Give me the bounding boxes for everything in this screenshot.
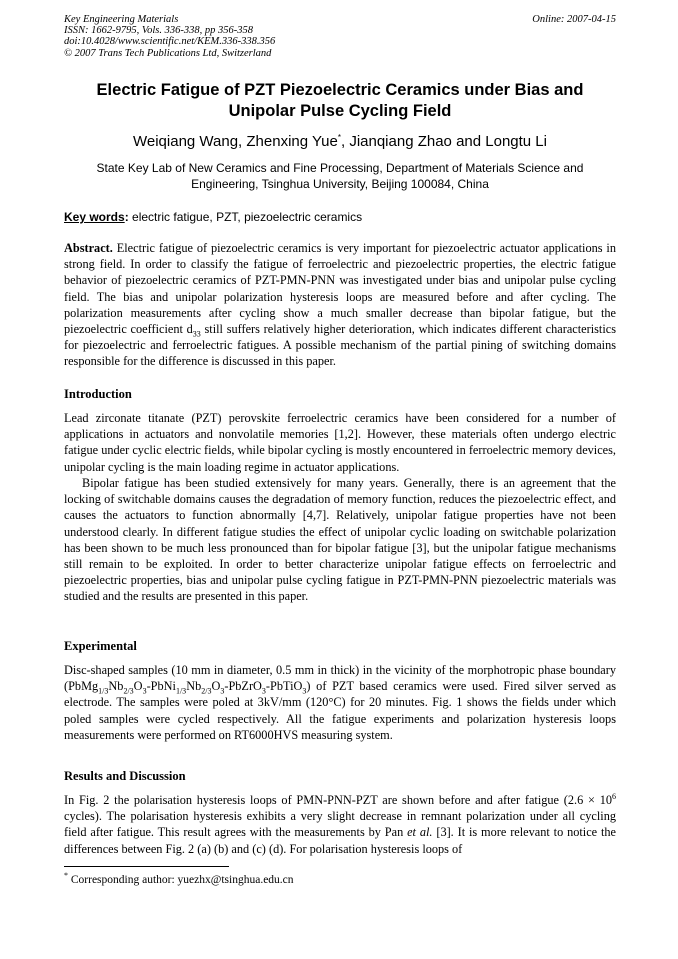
results-heading: Results and Discussion (64, 769, 186, 783)
abstract-label: Abstract. (64, 241, 113, 255)
footnote-mark: * (64, 871, 68, 881)
exp-text: Disc-shaped samples (10 mm in diameter, 0.5 mm in thick) in the vicinity of the morphotropic phase boundary (PbMg (64, 663, 616, 694)
online-date: Online: 2007-04-15 (532, 14, 616, 25)
exp-text: Nb (186, 679, 202, 694)
experimental-paragraph (64, 662, 616, 743)
author-list (64, 133, 616, 150)
exp-sub: 3 (302, 686, 307, 696)
paper-title: Electric Fatigue of PZT Piezoelectric Ceramics under Bias and Unipolar Pulse Cycling Field (96, 81, 584, 120)
page-header (64, 14, 616, 59)
abstract-text-2: still suffers relatively higher deterioration, which indicates different characteristics for piezoelectric and ferroelectric fatigues. A possible mechanism of the partial pining of switching domains responsible for the difference is discussed in this paper. (64, 322, 617, 369)
abstract-paragraph (64, 240, 616, 370)
results-sup: 6 (612, 791, 616, 801)
results-etal: et al. (407, 825, 433, 840)
exp-text: -PbZrO (224, 679, 262, 694)
introduction-paragraph-2: Bipolar fatigue has been studied extensively for many years. Generally, there is an agreement that the locking of switchable domains causes the degradation of memory function, reduces the piezoelectric effect, and causes the actuators to function abnormally [4,7]. Relatively, unipolar fatigue properties have not been understood clearly. In different fatigue studies the effect of unipolar cyclic loading on switchable polarization has been shown to be much less pronounced than for bipolar fatigue [3], but the unipolar fatigue mechanisms still remain to be exploited. In order to better characterize unipolar fatigue effects on ferroelectric and piezoelectric properties, bias and unipolar pulse cycling fatigue in PZT-PMN-PNN piezoelectric materials was studied and the results are presented in this paper. (64, 476, 616, 604)
copyright-line: © 2007 Trans Tech Publications Ltd, Switzerland (64, 47, 272, 59)
exp-text: -PbTiO (265, 679, 303, 694)
journal-name: Key Engineering Materials (64, 14, 179, 25)
corresponding-mark: * (337, 133, 341, 142)
exp-sub: 2/3 (123, 686, 134, 696)
footnote (64, 871, 294, 886)
exp-text: Nb (108, 679, 124, 694)
exp-sub: 2/3 (201, 686, 212, 696)
introduction-heading: Introduction (64, 387, 132, 401)
exp-sub: 3 (261, 686, 266, 696)
keywords-label: Key words (64, 210, 125, 224)
doi-line: doi:10.4028/www.scientific.net/KEM.336-338.356 (64, 36, 276, 48)
keywords-colon: : (124, 210, 129, 224)
exp-sub: 1/3 (98, 686, 109, 696)
footnote-text: Corresponding author: yuezhx@tsinghua.edu.cn (68, 874, 294, 886)
affiliation: State Key Lab of New Ceramics and Fine Processing, Department of Materials Science and Engineering, Tsinghua University, Beijing 100084, China (96, 161, 584, 191)
authors-part1: Weiqiang Wang, Zhenxing Yue (133, 133, 338, 150)
keywords-line (64, 210, 616, 224)
keywords-text: electric fatigue, PZT, piezoelectric ceramics (128, 210, 363, 224)
footnote-divider (64, 866, 229, 867)
exp-sub: 3 (220, 686, 225, 696)
authors-part2: , Jianqiang Zhao and Longtu Li (340, 133, 547, 150)
results-text: In Fig. 2 the polarisation hysteresis loops of PMN-PNN-PZT are shown before and after fatigue (2.6 × 10 (64, 793, 612, 807)
exp-sub: 3 (142, 686, 147, 696)
results-paragraph (64, 792, 616, 857)
results-text: [3]. It is more relevant to notice the differences between Fig. 2 (a) (b) and (c) (d). For polarisation hysteresis loops of (64, 825, 617, 856)
exp-sub: 1/3 (175, 686, 187, 696)
exp-text: O (211, 679, 221, 694)
abstract-text-1: Electric fatigue of piezoelectric ceramics is very important for piezoelectric actuator applications in strong field. In order to classify the fatigue of ferroelectric and piezoelectric properties, the electric fatigue behavior of piezoelectric ceramics of PZT-PMN-PNN was investigated under bias and unipolar pulse cycling field. The bias and unipolar polarization hysteresis loops are measured before and after cycling. The polarization measurements after cycling show a much smaller decrease than bipolar fatigue, but the piezoelectric coefficient d (64, 241, 616, 337)
exp-text: O (133, 679, 143, 694)
abstract-sub: 33 (192, 329, 201, 339)
introduction-paragraph-1: Lead zirconate titanate (PZT) perovskite ferroelectric ceramics have been considered for a number of applications in actuators and nonvolatile memories [1,2]. However, these materials often undergo electric fatigue under cyclic electric fields, while bipolar cycling is mostly encountered in ferroelectric memory devices, unipolar cycling is the main loading regime in actuator applications. (64, 411, 616, 474)
issn-line: ISSN: 1662-9795, Vols. 336-338, pp 356-358 (64, 25, 253, 37)
exp-text: ) of PZT based ceramics were used. Fired silver served as electrode. The samples were poled at 3kV/mm (120°C) for 20 minutes. Fig. 1 shows the fields under which poled samples were cycled respectively. All the fatigue experiments and polarization hysteresis loops measurements were performed on RT6000HVS measuring system. (64, 679, 616, 742)
results-text: cycles). The polarisation hysteresis exhibits a very slight decrease in remnant polarization under all cycling field after fatigue. This result agrees with the measurements by Pan (64, 809, 616, 840)
experimental-heading: Experimental (64, 639, 137, 653)
exp-text: -PbNi (146, 679, 176, 694)
